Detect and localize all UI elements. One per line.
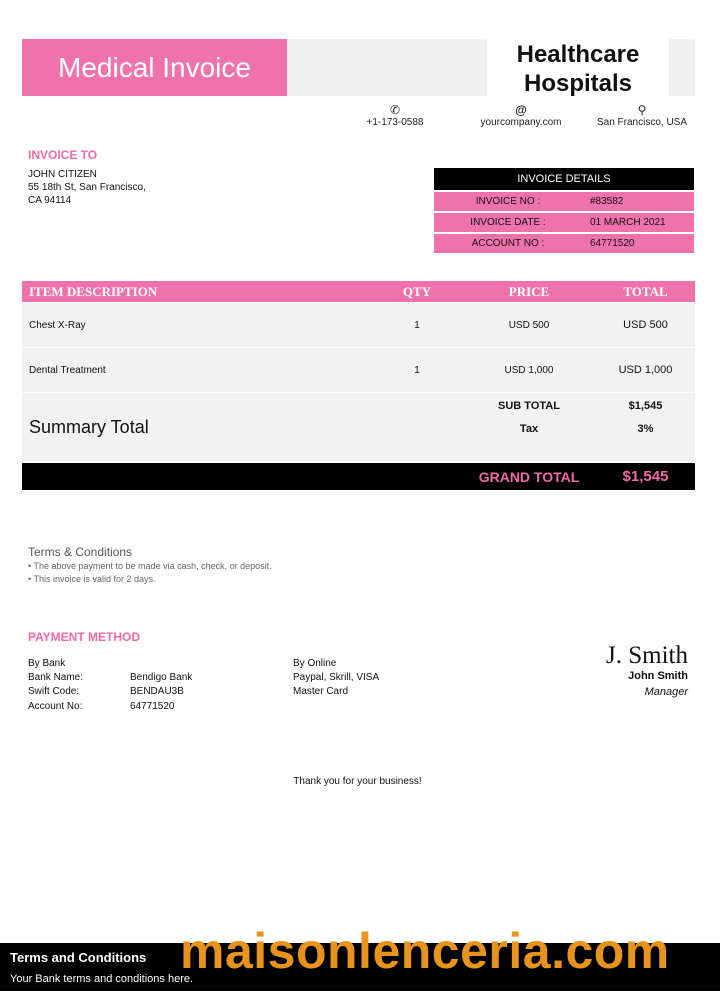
contact-phone-text: +1-173-0588: [366, 117, 424, 128]
sub-total-line: [462, 400, 695, 412]
summary-block: [22, 393, 695, 461]
item-total: USD 1,000: [618, 364, 673, 376]
grand-total-bar: [22, 463, 695, 490]
contact-phone: [340, 104, 450, 129]
invoice-title: Medical Invoice: [22, 39, 287, 96]
table-row: [22, 303, 695, 347]
client-name: JOHN CITIZEN: [28, 169, 97, 180]
payment-method-label: PAYMENT METHOD: [28, 630, 141, 644]
invoice-details-box: [434, 168, 694, 253]
item-price: USD 1,000: [504, 364, 554, 376]
online-methods: Paypal, Skrill, VISA: [293, 672, 380, 683]
invoice-number-label: INVOICE NO :: [475, 196, 541, 207]
thank-you-note: Thank you for your business!: [293, 776, 422, 787]
contact-location-text: San Francisco, USA: [596, 117, 688, 128]
sub-total-label: SUB TOTAL: [498, 400, 560, 412]
footer-text: Your Bank terms and conditions here.: [10, 973, 194, 985]
account-number-label: ACCOUNT NO :: [471, 238, 545, 249]
account-number-row: [434, 234, 694, 253]
invoice-number-row: [434, 192, 694, 211]
item-qty: 1: [414, 319, 420, 331]
footer-title: Terms and Conditions: [10, 950, 147, 965]
phone-icon: ✆: [389, 103, 401, 117]
location-pin-icon: ⚲: [637, 103, 647, 117]
terms-title: Terms & Conditions: [28, 545, 133, 559]
bank-name-value: Bendigo Bank: [130, 672, 193, 683]
online-heading: By Online: [293, 658, 337, 669]
bank-account-value: 64771520: [130, 701, 175, 712]
bank-name-label: Bank Name:: [28, 672, 84, 683]
contact-website: [466, 104, 576, 129]
swift-code-label: Swift Code:: [28, 686, 80, 697]
client-address-line2: CA 94114: [28, 195, 72, 206]
card-method: Master Card: [293, 686, 349, 697]
bank-heading: By Bank: [28, 658, 66, 669]
grand-total-value: $1,545: [622, 468, 669, 485]
watermark-logo: maisonlenceria.com: [180, 923, 670, 979]
item-price: USD 500: [508, 319, 550, 331]
tax-line: [462, 423, 695, 435]
item-qty: 1: [414, 364, 420, 376]
invoice-details-header: INVOICE DETAILS: [434, 168, 694, 190]
header-grey-band-right: [669, 39, 695, 96]
header-qty: QTY: [402, 283, 432, 299]
item-total: USD 500: [623, 319, 668, 331]
terms-line: • The above payment to be made via cash, check, or deposit.: [28, 561, 272, 571]
invoice-to-label: INVOICE TO: [28, 148, 98, 162]
header-total: TOTAL: [623, 283, 668, 299]
invoice-number-value: #83582: [590, 196, 624, 207]
summary-title: Summary Total: [29, 417, 149, 437]
account-number-value: 64771520: [590, 238, 635, 249]
contact-location: [592, 104, 692, 129]
terms-line: • This invoice is valid for 2 days.: [28, 574, 156, 584]
signer-role: Manager: [644, 686, 688, 698]
client-address-line1: 55 18th St, San Francisco,: [28, 182, 146, 193]
items-table: [22, 281, 695, 490]
hospital-name: Healthcare Hospitals: [516, 41, 640, 97]
header-description: ITEM DESCRIPTION: [29, 283, 158, 299]
sub-total-value: $1,545: [628, 400, 663, 412]
header-grey-band: [287, 39, 487, 96]
header-price: PRICE: [508, 283, 550, 299]
table-row: [22, 348, 695, 392]
invoice-date-row: [434, 213, 694, 232]
signer-name: John Smith: [628, 670, 688, 682]
swift-code-value: BENDAU3B: [130, 686, 184, 697]
tax-value: 3%: [637, 423, 654, 435]
bank-account-label: Account No:: [28, 701, 83, 712]
invoice-date-value: 01 MARCH 2021: [590, 217, 666, 228]
invoice-date-label: INVOICE DATE :: [470, 217, 546, 228]
table-header: [22, 281, 695, 302]
item-description: Dental Treatment: [29, 364, 106, 376]
contact-website-text: yourcompany.com: [480, 117, 562, 128]
grand-total-label: GRAND TOTAL: [478, 468, 580, 485]
tax-label: Tax: [519, 423, 539, 435]
item-description: Chest X-Ray: [29, 319, 86, 331]
at-icon: @: [515, 103, 527, 117]
signature: J. Smith: [606, 642, 688, 669]
